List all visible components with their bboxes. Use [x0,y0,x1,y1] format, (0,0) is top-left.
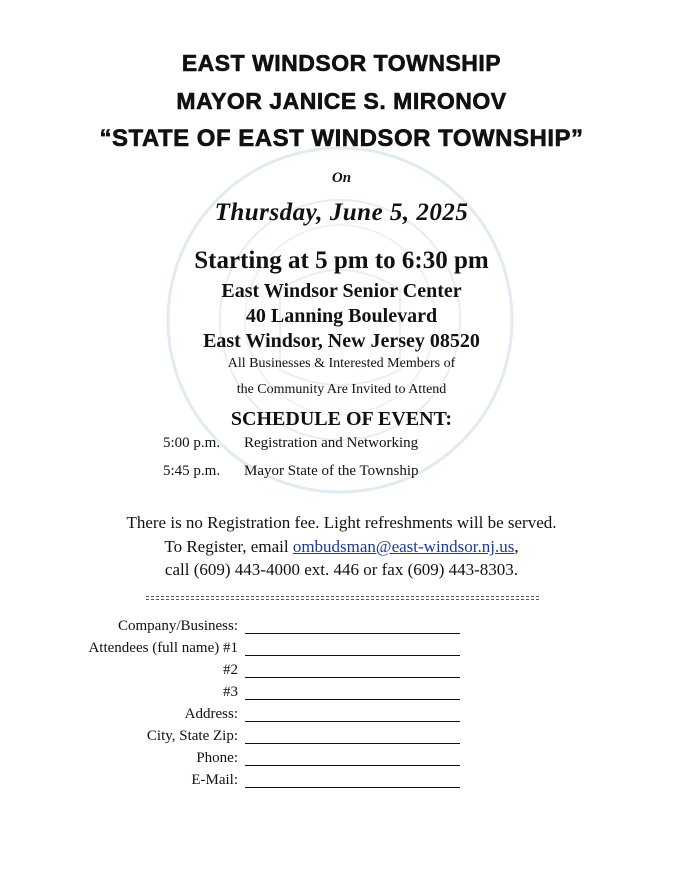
schedule-item [163,463,419,480]
form-row-company [0,616,683,638]
register-suffix: , [514,537,519,556]
registration-phone-line: call (609) 443-4000 ext. 446 or fax (609) 443-8303. [164,560,519,579]
email-field[interactable] [245,787,460,788]
event-title: “STATE OF EAST WINDSOR TOWNSHIP” [99,125,584,152]
form-row-phone [0,748,683,770]
event-street: 40 Lanning Boulevard [245,305,438,327]
invite-line-2: the Community Are Invited to Attend [236,382,447,397]
phone-field[interactable] [245,765,460,766]
attendee-2-field[interactable] [245,677,460,678]
city-state-zip-field[interactable] [245,743,460,744]
invite-line-1: All Businesses & Interested Members of [227,356,456,371]
township-title: EAST WINDSOR TOWNSHIP [181,50,502,76]
attendee-1-label: Attendees (full name) #1 [88,640,238,656]
separator [146,596,539,601]
city-state-zip-label: City, State Zip: [146,728,238,744]
on-label: On [331,170,352,186]
mayor-name: MAYOR JANICE S. MIRONOV [176,88,507,114]
form-row-address [0,704,683,726]
email-link[interactable]: ombudsman@east-windsor.nj.us [292,537,515,556]
form-row-city-state-zip [0,726,683,748]
attendee-3-field[interactable] [245,699,460,700]
form-row-attendee-3 [0,682,683,704]
event-city: East Windsor, New Jersey 08520 [203,330,480,352]
company-field[interactable] [245,633,460,634]
registration-email-line [0,537,683,557]
address-label: Address: [184,706,238,722]
form-row-attendee-2 [0,660,683,682]
schedule-item [163,435,418,452]
event-venue: East Windsor Senior Center [221,280,462,302]
schedule-desc: Registration and Networking [244,435,419,451]
company-label: Company/Business: [117,618,238,634]
attendee-2-label: #2 [223,662,238,678]
form-row-attendee-1 [0,638,683,660]
registration-fee-note: There is no Registration fee. Light refreshments will be served. [126,513,557,532]
schedule-time: 5:00 p.m. [163,435,221,451]
event-time: Starting at 5 pm to 6:30 pm [194,247,489,274]
schedule-title: SCHEDULE OF EVENT: [230,408,453,430]
event-date: Thursday, June 5, 2025 [214,199,469,226]
address-field[interactable] [245,721,460,722]
schedule-time: 5:45 p.m. [163,463,221,479]
attendee-3-label: #3 [223,684,238,700]
form-row-email [0,770,683,792]
email-label: E-Mail: [191,772,238,788]
schedule-desc: Mayor State of the Township [244,463,419,479]
phone-label: Phone: [196,750,238,766]
register-prefix: To Register, email [164,537,293,556]
attendee-1-field[interactable] [245,655,460,656]
